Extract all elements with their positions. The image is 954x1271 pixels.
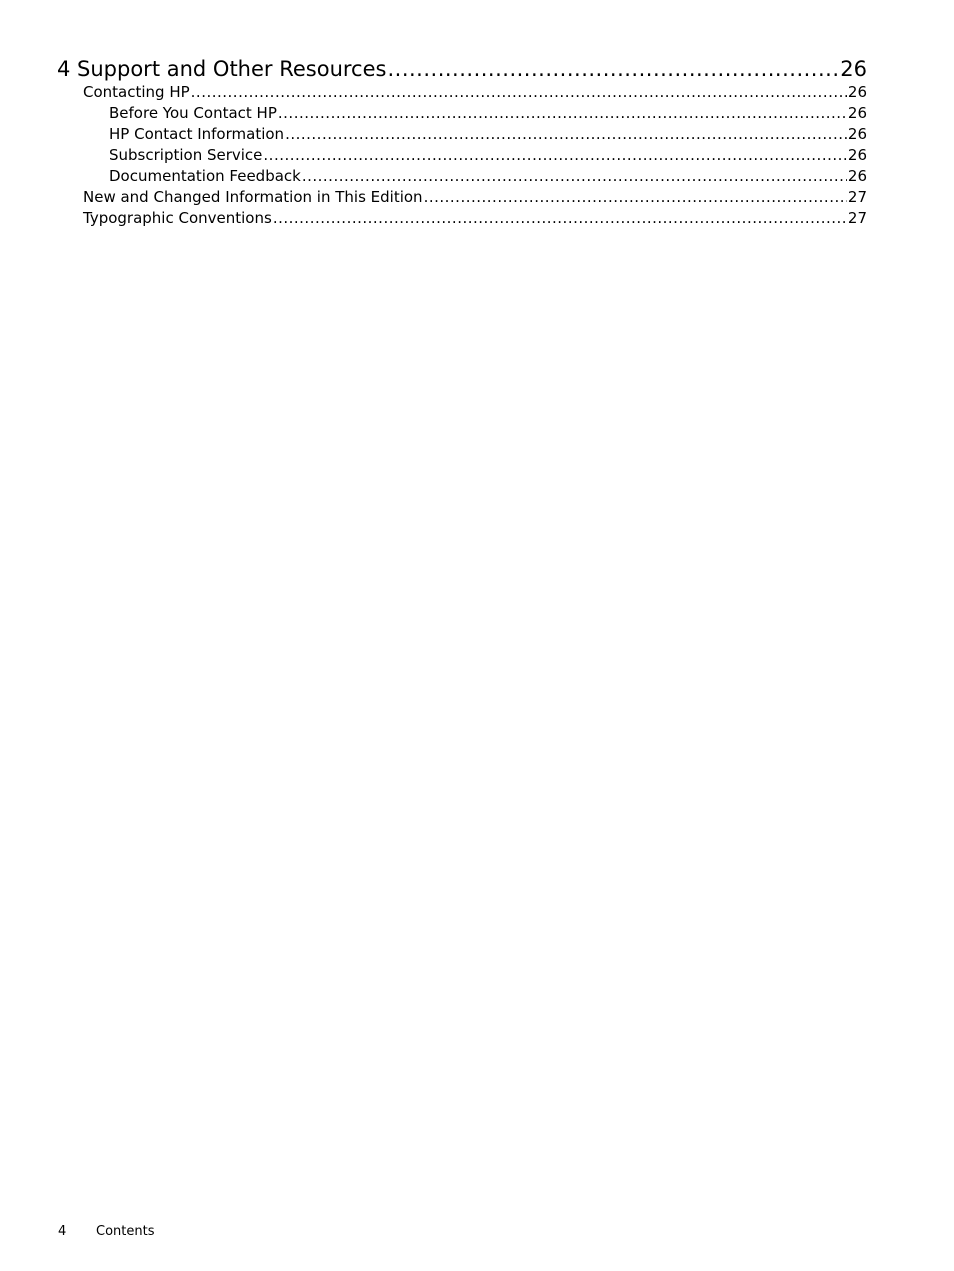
dot-leader	[278, 103, 847, 124]
dot-leader	[302, 166, 847, 187]
dot-leader	[424, 187, 847, 208]
toc-entry-title: HP Contact Information	[109, 125, 285, 143]
toc-entry-before-you-contact-hp[interactable]	[57, 103, 867, 124]
toc-entry-page: 26	[840, 57, 867, 81]
dot-leader	[273, 208, 847, 229]
toc-entry-hp-contact-information[interactable]	[57, 124, 867, 145]
toc-entry-page: 26	[847, 104, 867, 122]
toc-entry-title: Before You Contact HP	[109, 104, 277, 122]
dot-leader	[387, 56, 839, 82]
footer-page-number: 4	[58, 1224, 67, 1239]
toc-entry-title: New and Changed Information in This Edition	[83, 188, 423, 206]
dot-leader	[263, 145, 847, 166]
toc-entry-title: Subscription Service	[109, 146, 263, 164]
toc-entry-title: Contacting HP	[83, 83, 190, 101]
dot-leader	[191, 82, 847, 103]
toc-entry-page: 26	[847, 83, 867, 101]
toc-entry-page: 26	[847, 167, 867, 185]
toc-entry-page: 26	[847, 125, 867, 143]
toc-entry-page: 27	[847, 188, 867, 206]
toc-entry-title: Documentation Feedback	[109, 167, 301, 185]
toc-entry-new-and-changed-information[interactable]	[57, 187, 867, 208]
dot-leader	[285, 124, 847, 145]
toc-entry-typographic-conventions[interactable]	[57, 208, 867, 229]
footer-section-title: Contents	[96, 1224, 155, 1239]
toc-entry-title: 4 Support and Other Resources	[57, 57, 387, 81]
table-of-contents	[57, 56, 867, 229]
toc-entry-page: 27	[847, 209, 867, 227]
toc-entry-page: 26	[847, 146, 867, 164]
page-footer	[58, 1223, 154, 1241]
toc-entry-subscription-service[interactable]	[57, 145, 867, 166]
toc-entry-contacting-hp[interactable]	[57, 82, 867, 103]
toc-entry-documentation-feedback[interactable]	[57, 166, 867, 187]
toc-chapter-support-and-other-resources[interactable]	[57, 56, 867, 82]
toc-entry-title: Typographic Conventions	[83, 209, 272, 227]
